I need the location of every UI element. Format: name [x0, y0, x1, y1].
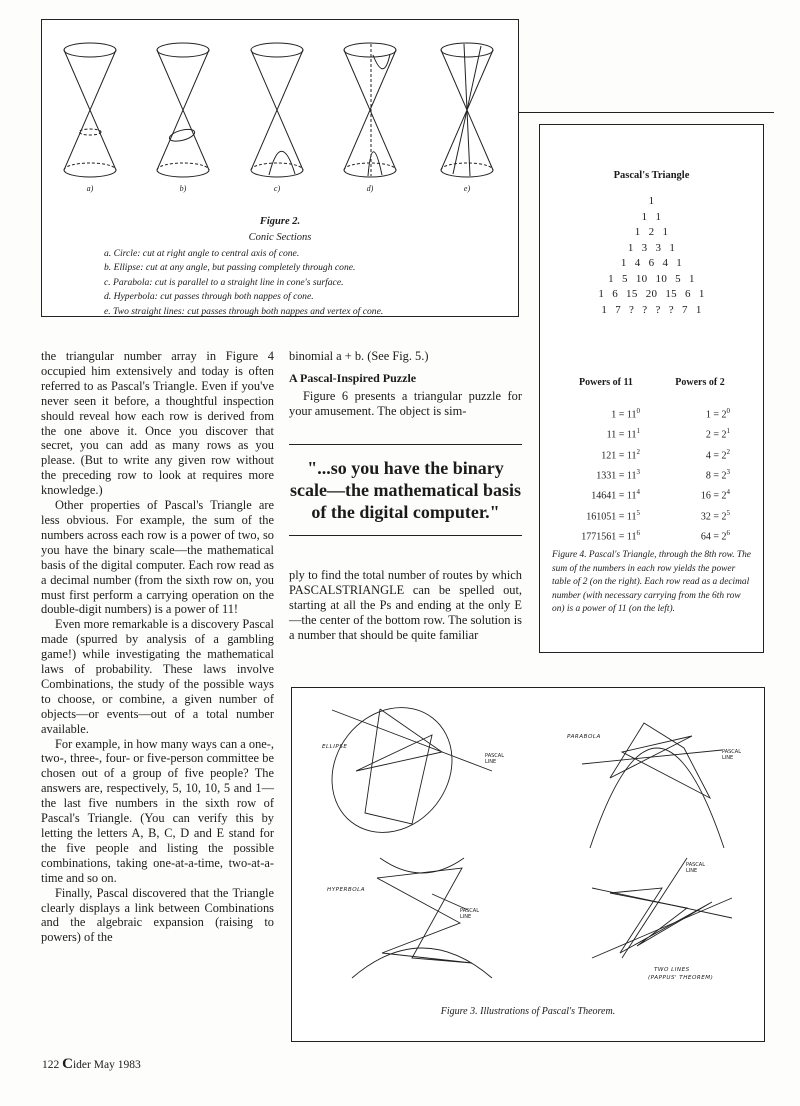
triangle-row: 1 — [648, 195, 655, 207]
paragraph: For example, in how many ways can a one-, two-, three-, four- or five-person committee be chosen out of a group of five people? The answers are, respectively, 5, 10, 10, 5 and 1—the last five numbers in the sixth row of Pascal's Triangle. (You can verify this by letting the letters A, B, C, D and E stand for the five people and listing the possible combinations, taking one-at-a-time, two-at-a-time and so on. — [41, 736, 274, 885]
cone-label-a: a) — [86, 184, 94, 193]
conic-sections-drawing — [42, 28, 520, 203]
list-item: d. Hyperbola: cut passes through both nappes of cone. — [104, 291, 314, 303]
cone-label-b: b) — [179, 184, 187, 193]
pascal-line-word: PASCAL — [686, 862, 705, 868]
figure-2-subtitle: Conic Sections — [248, 232, 312, 243]
power-entry: $16 = 2^4$ — [700, 488, 730, 502]
pascal-line-word: PASCAL — [485, 753, 504, 759]
figure-4-box — [539, 124, 764, 653]
triangle-row: 1 6 15 20 15 6 1 — [598, 288, 705, 300]
conic-sections-list — [104, 247, 383, 319]
ellipse-label: ELLIPSE — [322, 744, 348, 750]
power-entry: $8 = 2^3$ — [705, 467, 730, 482]
article-column-right-bottom — [289, 568, 522, 643]
triangle-row: 1 7 ? ? ? ? 7 1 — [601, 303, 702, 316]
list-item: b. Ellipse: cut at any angle, but passing completely through cone. — [104, 262, 356, 274]
two-lines-label: TWO LINES — [654, 967, 690, 973]
pascal-line-label — [460, 909, 479, 920]
pascal-triangle-title: Pascal's Triangle — [613, 170, 690, 181]
two-lines-diagram — [592, 858, 732, 958]
power-entry: $121 = 11^2$ — [601, 447, 640, 461]
triangle-row: 1 3 3 1 — [627, 241, 676, 254]
power-entry: $4 = 2^2$ — [705, 447, 730, 461]
triangle-row: 1 4 6 4 1 — [620, 257, 683, 269]
figure-4-caption — [552, 549, 752, 617]
triangle-row: 1 1 — [641, 210, 662, 223]
list-item: c. Parabola: cut is parallel to a straight line in cone's surface. — [104, 276, 344, 288]
figure-2-caption: Figure 2. — [259, 216, 301, 227]
paragraph: the triangular number array in Figure 4 occupied him extensively and today is often referred to as Pascal's Triangle. Even if you've never seen it before, a thoughtful inspection should reveal how each row is derived from the one above it. Once you discover that secret, you can add as many rows as you please. (But to write any given row without the preceding row to look at requires more knowledge.) — [41, 349, 274, 498]
parabola-label: PARABOLA — [567, 734, 601, 740]
paragraph: Other properties of Pascal's Triangle are less obvious. For example, the sum of the numbers across each row is a power of two, so you have the binary scale—the mathematical basis of the digital computer. Each row read as a decimal number (from the sixth row on, you must first perform a carrying operation on the double-digit numbers) is a power of 11! — [41, 498, 274, 617]
powers-of-11-heading: Powers of 11 — [579, 377, 633, 388]
triangle-row: 1 5 10 10 5 1 — [608, 272, 695, 285]
power-entry: $64 = 2^6$ — [700, 528, 730, 543]
issue-date: May 1983 — [93, 1059, 141, 1071]
powers-of-2-heading: Powers of 2 — [675, 377, 725, 388]
power-entry: $32 = 2^5$ — [700, 508, 730, 522]
paragraph: Finally, Pascal discovered that the Triangle clearly displays a link between Combinations and the algebraic expansion (raising to powers) of the — [41, 885, 274, 945]
paragraph: ply to find the total number of routes by which PASCALSTRIANGLE can be spelled out, starting at all the Ps and ending at the only E—the center of the bottom row. The solution is a number that should be quite familiar — [289, 568, 522, 642]
figure-3-box — [291, 687, 765, 1042]
list-item: a. Circle: cut at right angle to central axis of cone. — [104, 248, 300, 259]
power-entry: $14641 = 11^4$ — [591, 488, 640, 502]
figure-4-caption-text: Pascal's Triangle, through the 8th row. The sum of the numbers in each row yields the power table of 2 (on the right). Each row read as a decimal number (with necessary carrying from the 6th row on) is a power of 11 (on the left). — [552, 550, 751, 615]
paragraph: Figure 6 presents a triangular puzzle for your amusement. The object is sim- — [289, 388, 522, 418]
power-entry: $1771561 = 11^6$ — [581, 528, 640, 543]
divider-rule — [519, 112, 774, 113]
article-column-left — [41, 349, 274, 945]
page-footer — [42, 1056, 141, 1073]
pascal-line-word: PASCAL — [460, 908, 479, 914]
paragraph: binomial a + b. (See Fig. 5.) — [289, 349, 429, 363]
article-column-right-top — [289, 349, 522, 419]
pascal-triangle — [540, 195, 763, 319]
cone-label-e: e) — [463, 184, 471, 193]
power-entry: $1 = 11^0$ — [611, 407, 640, 421]
paragraph: Even more remarkable is a discovery Pascal made (spurred by analysis of a gambling game!) while investigating the mathematical laws of probability. These laws involve Combinations, the study of the possible ways to choose, or combine, a given number of objects—or events—out of a total number available. — [41, 617, 274, 736]
cone-label-c: c) — [273, 184, 281, 193]
figure-2-box — [41, 19, 519, 317]
pappus-theorem-label: (PAPPUS' THEOREM) — [648, 975, 714, 981]
power-entry: $1 = 2^0$ — [705, 407, 730, 421]
pascal-line-word: LINE — [722, 754, 734, 761]
pascal-line-word: PASCAL — [722, 749, 741, 755]
pascal-line-label — [722, 750, 741, 761]
pascal-line-word: LINE — [460, 913, 472, 920]
figure-4-caption-label: Figure 4. — [552, 550, 587, 560]
ellipse-diagram — [307, 688, 492, 856]
triangle-row: 1 2 1 — [634, 226, 669, 238]
cone-label-d: d) — [366, 184, 374, 193]
page-number: 122 — [42, 1059, 60, 1071]
list-item: e. Two straight lines: cut passes through both nappes and vertex of cone. — [104, 305, 384, 317]
hyperbola-label: HYPERBOLA — [327, 887, 366, 893]
pull-quote: "...so you have the binary scale—the mathematical basis of the digital computer." — [289, 444, 522, 536]
power-entry: $1331 = 11^3$ — [596, 467, 640, 482]
magazine-logo: C — [62, 1056, 73, 1072]
pascal-line-word: LINE — [485, 758, 497, 765]
pascal-line-word: LINE — [686, 867, 698, 874]
powers-of-2-list — [670, 403, 730, 545]
section-heading: A Pascal-Inspired Puzzle — [289, 370, 417, 385]
magazine-name: ider — [72, 1059, 91, 1071]
power-entry: $2 = 2^1$ — [705, 427, 730, 441]
power-entry: $11 = 11^1$ — [606, 427, 640, 441]
powers-of-11-list — [550, 403, 640, 545]
pascal-line-label — [485, 754, 504, 765]
power-entry: $161051 = 11^5$ — [586, 508, 640, 522]
figure-3-caption: Figure 3. Illustrations of Pascal's Theorem. — [440, 1006, 616, 1017]
parabola-diagram — [582, 723, 724, 848]
pascal-line-label — [686, 863, 705, 874]
